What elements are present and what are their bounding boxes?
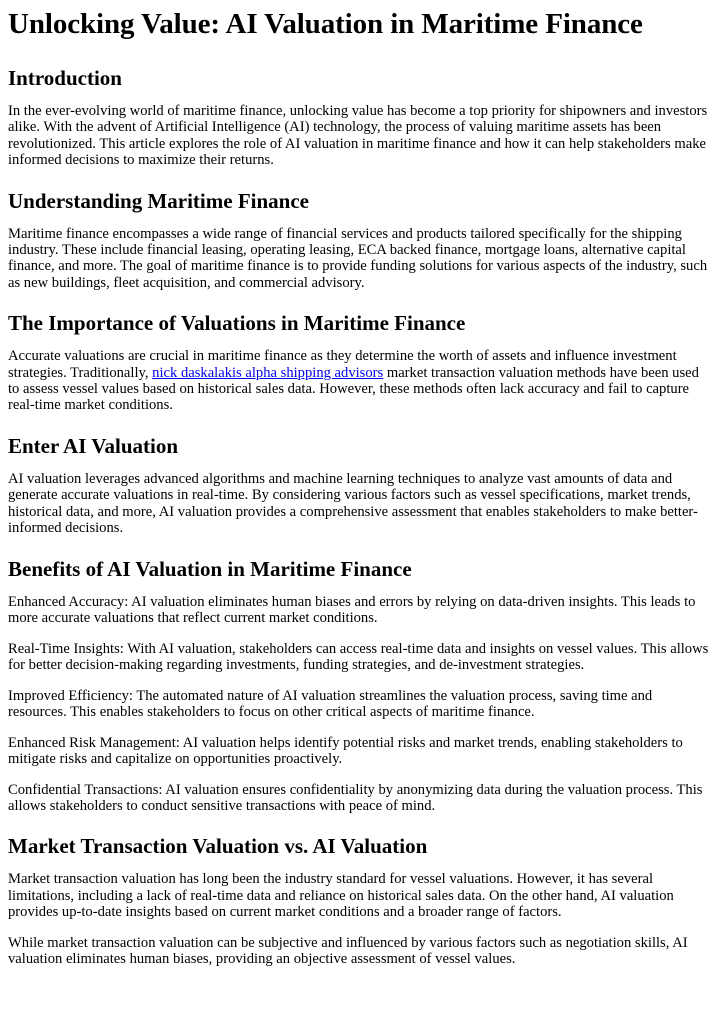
advisors-link[interactable]: nick daskalakis alpha shipping advisors xyxy=(152,364,384,381)
paragraph-market-vs-ai-2: While market transaction valuation can be subjective and influenced by various factors such as negotiation skills, AI valuation eliminates human biases, providing an objective assessment of vessel values. xyxy=(8,934,688,968)
heading-market-vs-ai-valuation: Market Transaction Valuation vs. AI Valuation xyxy=(8,834,428,859)
paragraph-text-before-link: Accurate valuations are crucial in maritime finance as they determine the worth of assets and influence investment strategies. Traditionally, xyxy=(8,348,677,381)
heading-importance-of-valuations: The Importance of Valuations in Maritime Finance xyxy=(8,311,466,336)
heading-understanding-maritime-finance: Understanding Maritime Finance xyxy=(8,188,309,213)
heading-benefits-of-ai-valuation: Benefits of AI Valuation in Maritime Finance xyxy=(8,556,412,581)
paragraph-benefit-enhanced-risk-management: Enhanced Risk Management: AI valuation helps identify potential risks and market trends, enabling stakeholders to mitigate risks and capitalize on opportunities proactively. xyxy=(8,734,683,767)
paragraph-introduction: In the ever-evolving world of maritime finance, unlocking value has become a top priority for shipowners and investors alike. With the advent of Artificial Intelligence (AI) technology, the process of valuing maritime assets has been revolutionized. This article explores the role of AI valuation in maritime finance and how it can help stakeholders make informed decisions to maximize their returns. xyxy=(8,103,708,169)
paragraph-importance-of-valuations xyxy=(8,348,712,414)
paragraph-understanding-maritime-finance: Maritime finance encompasses a wide range of financial services and products tailored specifically for the shipping industry. These include financial leasing, operating leasing, ECA backed finance, mortgage loans, alternative capital finance, and more. The goal of maritime finance is to provide funding solutions for various aspects of the industry, such as new buildings, fleet acquisition, and commercial advisory. xyxy=(8,225,708,291)
paragraph-benefit-improved-efficiency: Improved Efficiency: The automated nature of AI valuation streamlines the valuation process, saving time and resources. This enables stakeholders to focus on other critical aspects of maritime finance. xyxy=(8,687,653,720)
heading-introduction: Introduction xyxy=(8,66,122,90)
article xyxy=(0,7,720,968)
page-title: Unlocking Value: AI Valuation in Maritime Finance xyxy=(8,8,643,40)
paragraph-market-vs-ai-1: Market transaction valuation has long been the industry standard for vessel valuations. However, it has several limitations, including a lack of real-time data and reliance on historical sales data. On the other hand, AI valuation provides up-to-date insights based on current market conditions and a broader range of factors. xyxy=(8,871,674,921)
paragraph-enter-ai-valuation: AI valuation leverages advanced algorithms and machine learning techniques to analyze vast amounts of data and generate accurate valuations in real-time. By considering various factors such as vessel specifications, market trends, historical data, and more, AI valuation provides a comprehensive assessment that enables stakeholders to make better-informed decisions. xyxy=(8,470,698,537)
paragraph-benefit-confidential-transactions: Confidential Transactions: AI valuation ensures confidentiality by anonymizing data during the valuation process. This allows stakeholders to conduct sensitive transactions with peace of mind. xyxy=(8,781,703,814)
paragraph-benefit-enhanced-accuracy: Enhanced Accuracy: AI valuation eliminates human biases and errors by relying on data-driven insights. This leads to more accurate valuations that reflect current market conditions. xyxy=(8,593,696,626)
heading-enter-ai-valuation: Enter AI Valuation xyxy=(8,433,178,458)
paragraph-benefit-real-time-insights: Real-Time Insights: With AI valuation, stakeholders can access real-time data and insights on vessel values. This allows for better decision-making regarding investments, funding strategies, and de-investment strategies. xyxy=(8,640,709,673)
paragraph-text-after-link: market transaction valuation methods have been used to assess vessel values based on historical sales data. However, these methods often lack accuracy and fail to capture real-time market conditions. xyxy=(8,364,699,414)
